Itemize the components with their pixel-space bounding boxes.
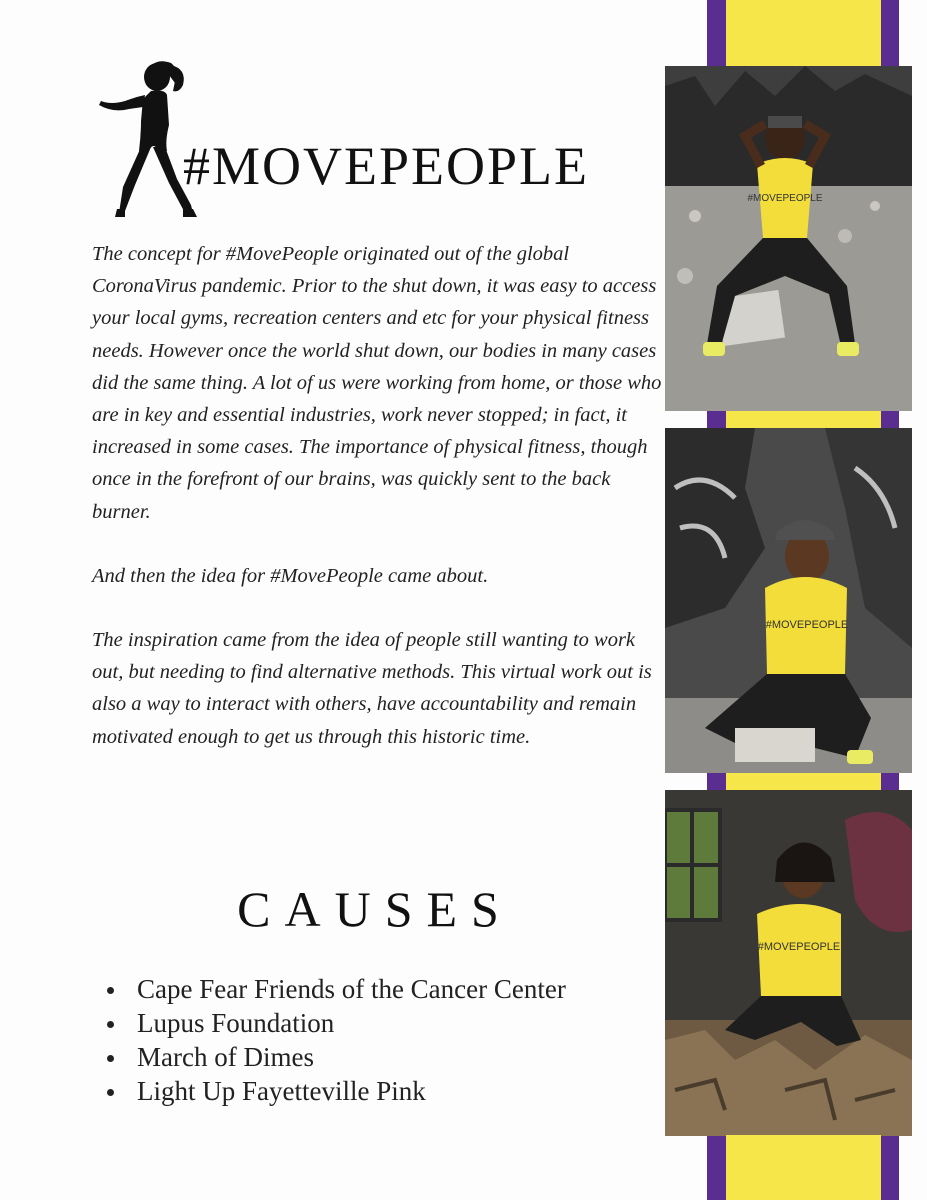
paragraph: And then the idea for #MovePeople came about.	[92, 564, 489, 587]
bullet-icon	[107, 1021, 114, 1028]
cause-label: March of Dimes	[137, 1042, 314, 1072]
paragraph: The concept for #MovePeople originated out of the global CoronaVirus pandemic. Prior to the shut down, it was easy to access your local gyms, recreation centers and etc for your physical fitness needs. However once the world shut down, our bodies in many cases did the same thing. A lot of us were working from home, or those who are in key and essential industries, work never stopped; in fact, it increased in some cases. The importance of physical fitness, though once in the forefront of our brains, was quickly sent to the back burner.	[92, 243, 662, 523]
brand-title: #MOVEPEOPLE	[183, 136, 590, 196]
bullet-icon	[107, 987, 114, 994]
bullet-icon	[107, 1055, 114, 1062]
list-item	[105, 1006, 566, 1040]
intro-text	[92, 238, 662, 753]
shirt-text: #MOVEPEOPLE	[747, 193, 823, 204]
cause-label: Cape Fear Friends of the Cancer Center	[137, 974, 566, 1004]
list-item	[105, 1040, 566, 1074]
shirt-text: #MOVEPEOPLE	[765, 619, 849, 631]
photo-woman-on-rubble	[665, 790, 912, 1136]
shirt-text: #MOVEPEOPLE	[757, 941, 841, 953]
list-item	[105, 972, 566, 1006]
paragraph: The inspiration came from the idea of people still wanting to work out, but needing to find alternative methods. This virtual work out is also a way to interact with others, have accountability and remain motivated enough to get us through this historic time.	[92, 629, 652, 748]
list-item	[105, 1074, 566, 1108]
causes-heading: CAUSES	[237, 881, 513, 937]
cause-label: Lupus Foundation	[137, 1008, 335, 1038]
photo-woman-sitting	[665, 66, 912, 411]
causes-list	[105, 972, 566, 1108]
photo-woman-crouching	[665, 428, 912, 773]
cause-label: Light Up Fayetteville Pink	[137, 1076, 426, 1106]
yellow-stripe-bottom	[726, 1135, 881, 1200]
bullet-icon	[107, 1089, 114, 1096]
